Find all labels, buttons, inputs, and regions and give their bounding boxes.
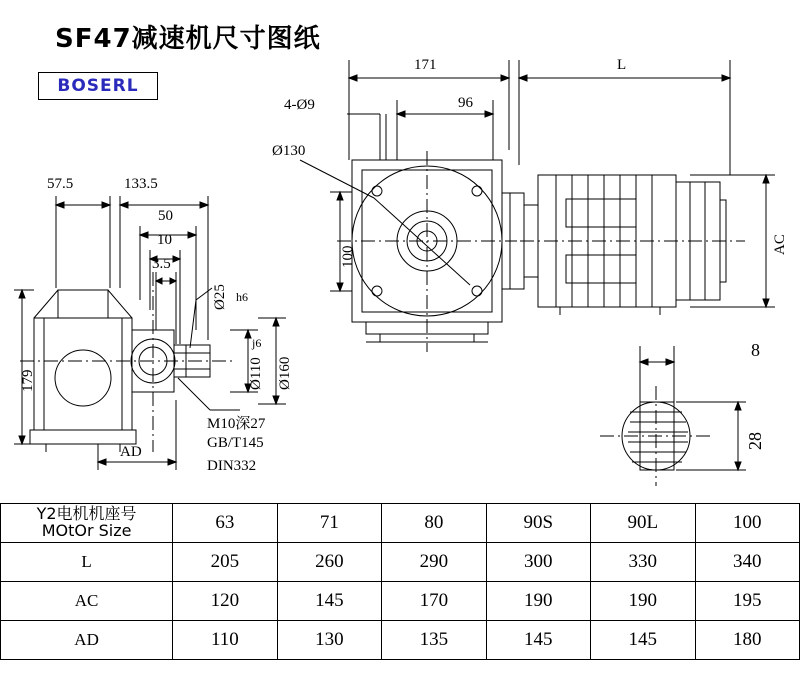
cell: 145 xyxy=(486,621,590,660)
dim-4xD9: 4-Ø9 xyxy=(284,97,315,113)
cell: 260 xyxy=(277,543,381,582)
dim-dia160: Ø160 xyxy=(277,356,293,390)
note-gbt145: GB/T145 xyxy=(207,435,264,451)
row-header-line2: MOtOr Size xyxy=(41,521,132,540)
cell: 63 xyxy=(173,504,277,543)
cell: 190 xyxy=(486,582,590,621)
cell: 170 xyxy=(382,582,486,621)
specification-table xyxy=(0,503,800,660)
cell: 100 xyxy=(695,504,799,543)
dim-100: 100 xyxy=(340,245,356,268)
tol-h6: h6 xyxy=(236,290,248,304)
cell: 340 xyxy=(695,543,799,582)
row-header-AC: AC xyxy=(1,582,173,621)
row-header-L: L xyxy=(1,543,173,582)
table-row xyxy=(1,621,800,660)
note-din332: DIN332 xyxy=(207,458,257,474)
dim-L: L xyxy=(617,57,627,73)
cell: 300 xyxy=(486,543,590,582)
cell: 180 xyxy=(695,621,799,660)
cell: 330 xyxy=(591,543,695,582)
cell: 195 xyxy=(695,582,799,621)
cell: 135 xyxy=(382,621,486,660)
dim-179: 179 xyxy=(20,369,36,392)
dim-8: 8 xyxy=(751,340,760,360)
dim-171: 171 xyxy=(414,57,437,73)
dim-dia130: Ø130 xyxy=(272,143,306,159)
dim-dia25: Ø25 xyxy=(212,284,228,310)
dim-10: 10 xyxy=(157,232,172,248)
table-row xyxy=(1,543,800,582)
dim-3-5: 3.5 xyxy=(152,256,171,272)
cell: 80 xyxy=(382,504,486,543)
dim-96: 96 xyxy=(458,95,473,111)
row-header-AD: AD xyxy=(1,621,173,660)
cell: 90L xyxy=(591,504,695,543)
cell: 145 xyxy=(277,582,381,621)
cell: 110 xyxy=(173,621,277,660)
cell: 120 xyxy=(173,582,277,621)
cell: 71 xyxy=(277,504,381,543)
cell: 190 xyxy=(591,582,695,621)
dim-50: 50 xyxy=(158,208,173,224)
note-thread-m10: M10深27 xyxy=(207,416,266,432)
cell: 145 xyxy=(591,621,695,660)
page-title: SF47减速机尺寸图纸 xyxy=(55,24,321,54)
row-header-motor-size xyxy=(1,504,173,543)
cell: 290 xyxy=(382,543,486,582)
cell: 90S xyxy=(486,504,590,543)
dim-AD: AD xyxy=(120,444,142,460)
dim-57-5: 57.5 xyxy=(47,176,74,192)
dim-28: 28 xyxy=(745,432,765,450)
cell: 130 xyxy=(277,621,381,660)
cell: 205 xyxy=(173,543,277,582)
brand-logo-text: BOSERL xyxy=(57,76,139,96)
dim-133-5: 133.5 xyxy=(124,176,158,192)
tol-j6: j6 xyxy=(252,336,262,350)
table-row xyxy=(1,582,800,621)
dim-AC: AC xyxy=(772,234,788,255)
dim-dia110: Ø110 xyxy=(248,357,264,390)
table-row xyxy=(1,504,800,543)
row-header-line1: Y2电机机座号 xyxy=(36,504,137,524)
